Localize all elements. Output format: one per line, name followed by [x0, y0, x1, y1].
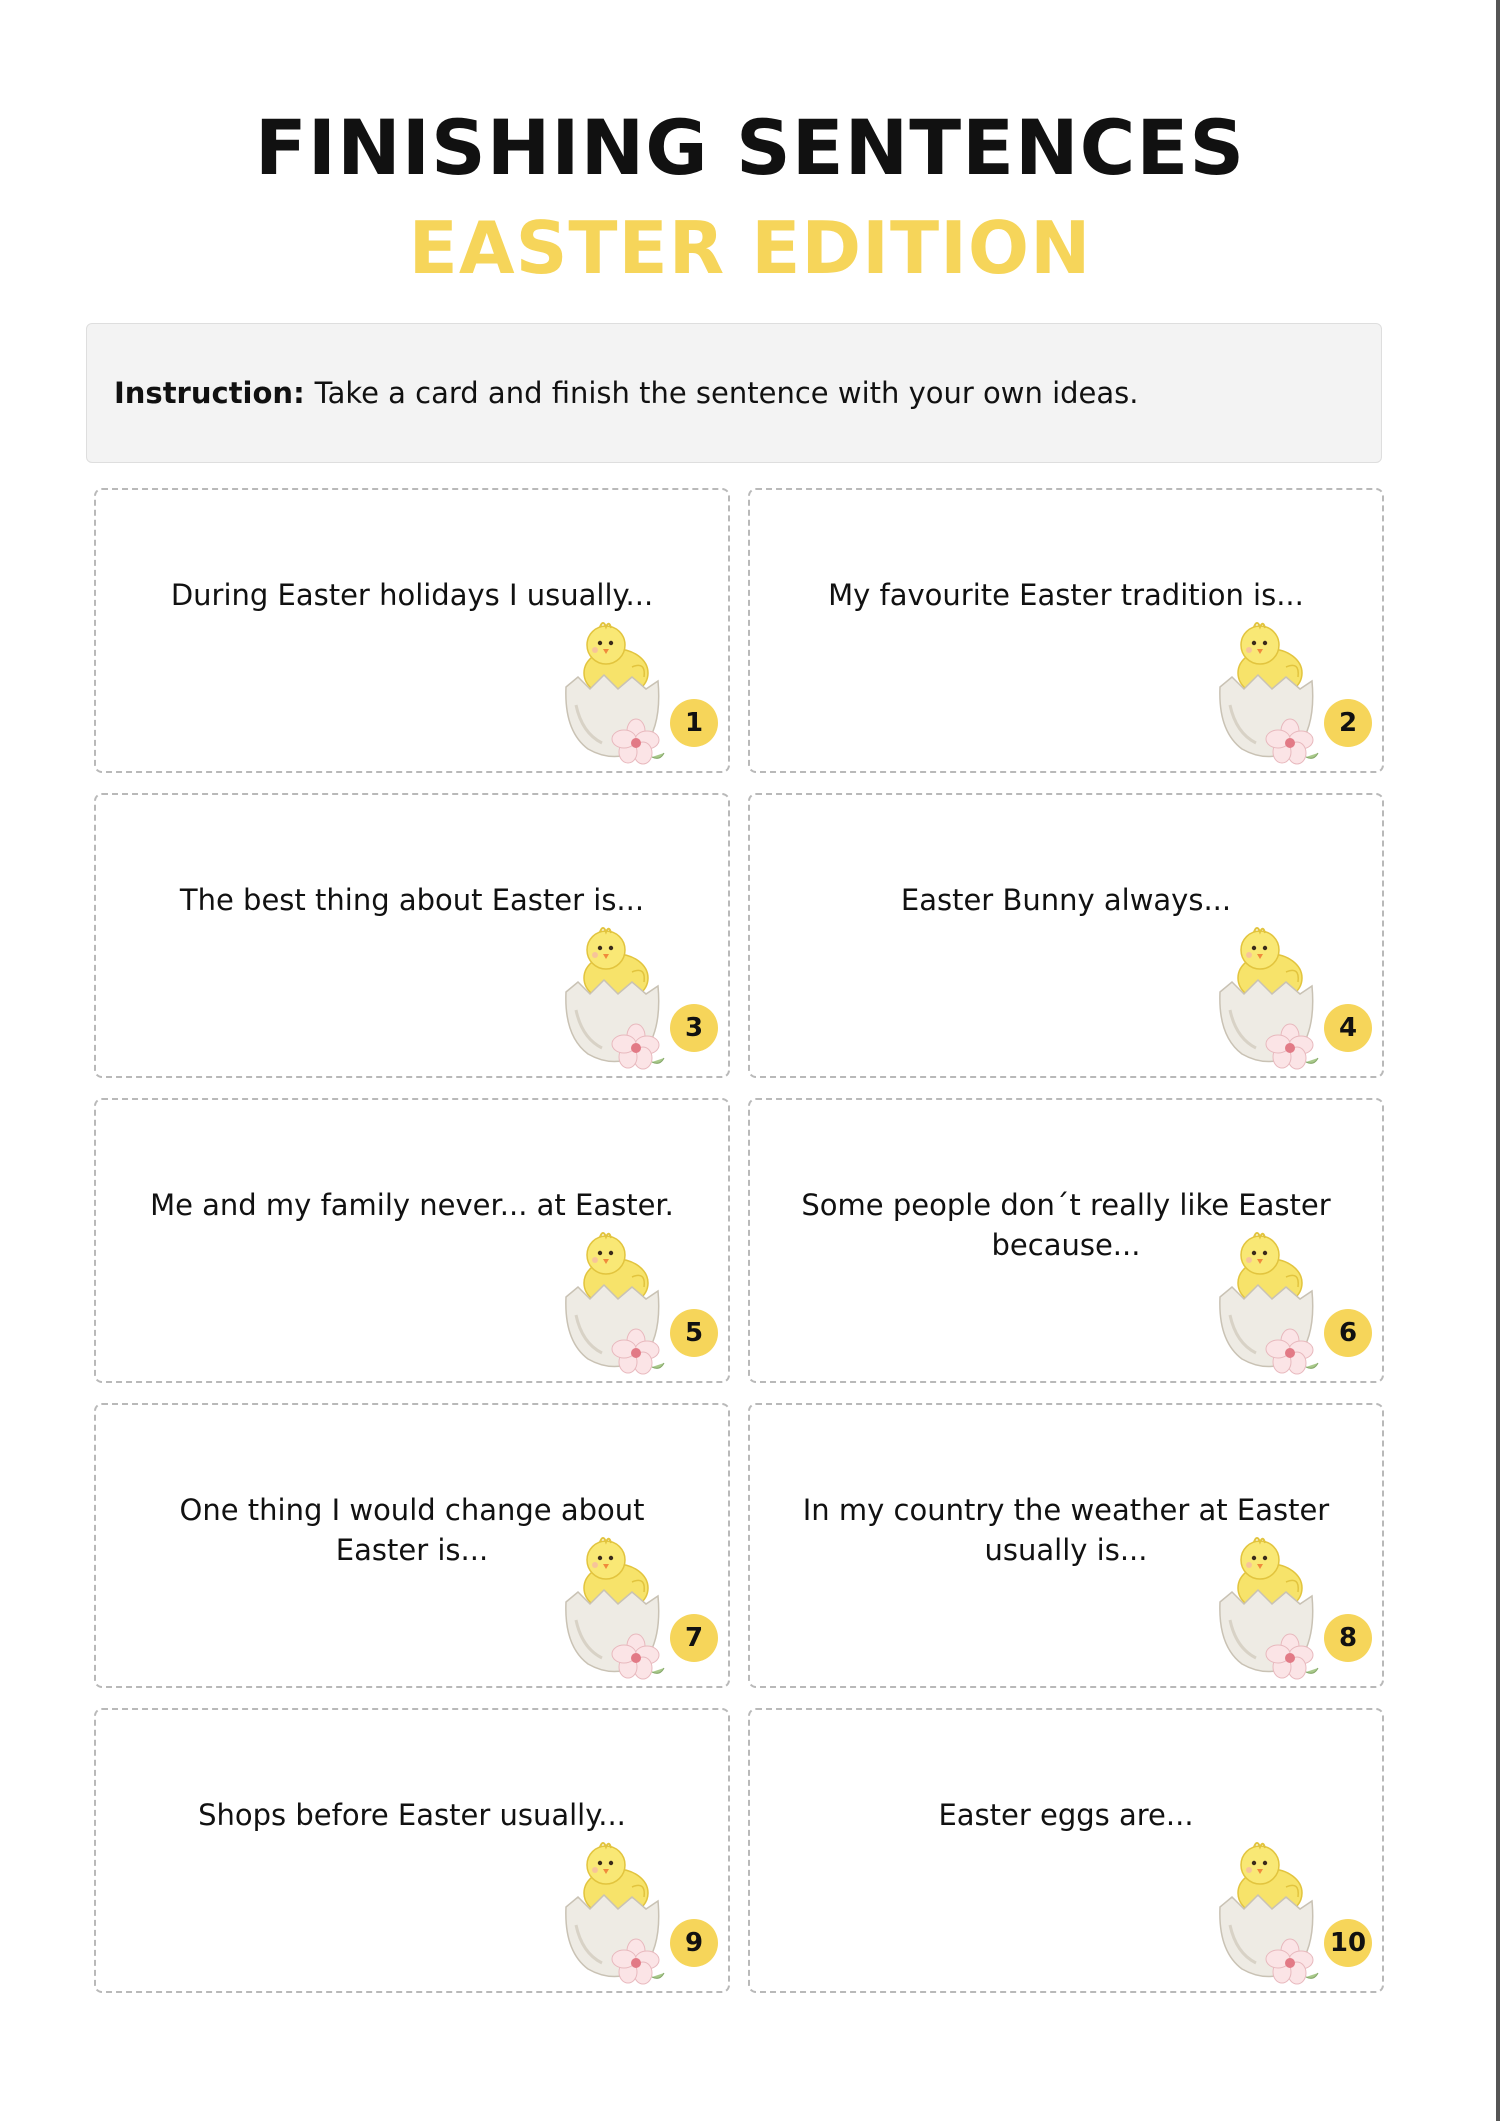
chick-in-eggshell-with-flower-icon — [1202, 1225, 1332, 1375]
instruction-text: Take a card and finish the sentence with your own ideas. — [314, 376, 1139, 410]
card-sentence: Easter Bunny always... — [900, 883, 1232, 917]
card-number-badge: 6 — [1324, 1309, 1372, 1357]
card-number-badge: 10 — [1324, 1919, 1372, 1967]
card-sentence: In my country the weather at Easter usually is... — [802, 1493, 1330, 1567]
card-sentence: Easter eggs are... — [938, 1798, 1194, 1832]
chick-in-eggshell-with-flower-icon — [548, 1225, 678, 1375]
instruction-box — [86, 323, 1382, 463]
chick-in-eggshell-with-flower-icon — [548, 920, 678, 1070]
card-number-badge: 4 — [1324, 1004, 1372, 1052]
chick-in-eggshell-with-flower-icon — [1202, 615, 1332, 765]
sentence-card[interactable] — [748, 1098, 1384, 1383]
card-grid — [94, 488, 1384, 1993]
sentence-card[interactable] — [94, 1403, 730, 1688]
chick-in-eggshell-with-flower-icon — [548, 615, 678, 765]
card-number-badge: 1 — [670, 699, 718, 747]
instruction-label: Instruction: — [114, 376, 305, 410]
chick-in-eggshell-with-flower-icon — [1202, 1530, 1332, 1680]
page-title: FINISHING SENTENCES — [254, 103, 1246, 192]
sentence-card[interactable] — [748, 1403, 1384, 1688]
sentence-card[interactable] — [94, 793, 730, 1078]
card-sentence: Some people don´t really like Easter because... — [801, 1188, 1331, 1262]
page-subtitle: EASTER EDITION — [408, 206, 1092, 290]
sentence-card[interactable] — [748, 488, 1384, 773]
card-number-badge: 3 — [670, 1004, 718, 1052]
chick-in-eggshell-with-flower-icon — [548, 1835, 678, 1985]
card-sentence: One thing I would change about Easter is... — [179, 1493, 645, 1567]
sentence-card[interactable] — [748, 793, 1384, 1078]
sentence-card[interactable] — [748, 1708, 1384, 1993]
card-sentence: Me and my family never... at Easter. — [150, 1188, 674, 1222]
card-number-badge: 2 — [1324, 699, 1372, 747]
chick-in-eggshell-with-flower-icon — [1202, 920, 1332, 1070]
page-edge — [1496, 0, 1500, 2121]
card-number-badge: 8 — [1324, 1614, 1372, 1662]
card-sentence: Shops before Easter usually... — [198, 1798, 626, 1832]
card-sentence: The best thing about Easter is... — [179, 883, 645, 917]
card-sentence: During Easter holidays I usually... — [170, 578, 654, 612]
sentence-card[interactable] — [94, 488, 730, 773]
card-number-badge: 9 — [670, 1919, 718, 1967]
card-number-badge: 5 — [670, 1309, 718, 1357]
sentence-card[interactable] — [94, 1098, 730, 1383]
sentence-card[interactable] — [94, 1708, 730, 1993]
chick-in-eggshell-with-flower-icon — [548, 1530, 678, 1680]
card-sentence: My favourite Easter tradition is... — [828, 578, 1304, 612]
chick-in-eggshell-with-flower-icon — [1202, 1835, 1332, 1985]
card-number-badge: 7 — [670, 1614, 718, 1662]
